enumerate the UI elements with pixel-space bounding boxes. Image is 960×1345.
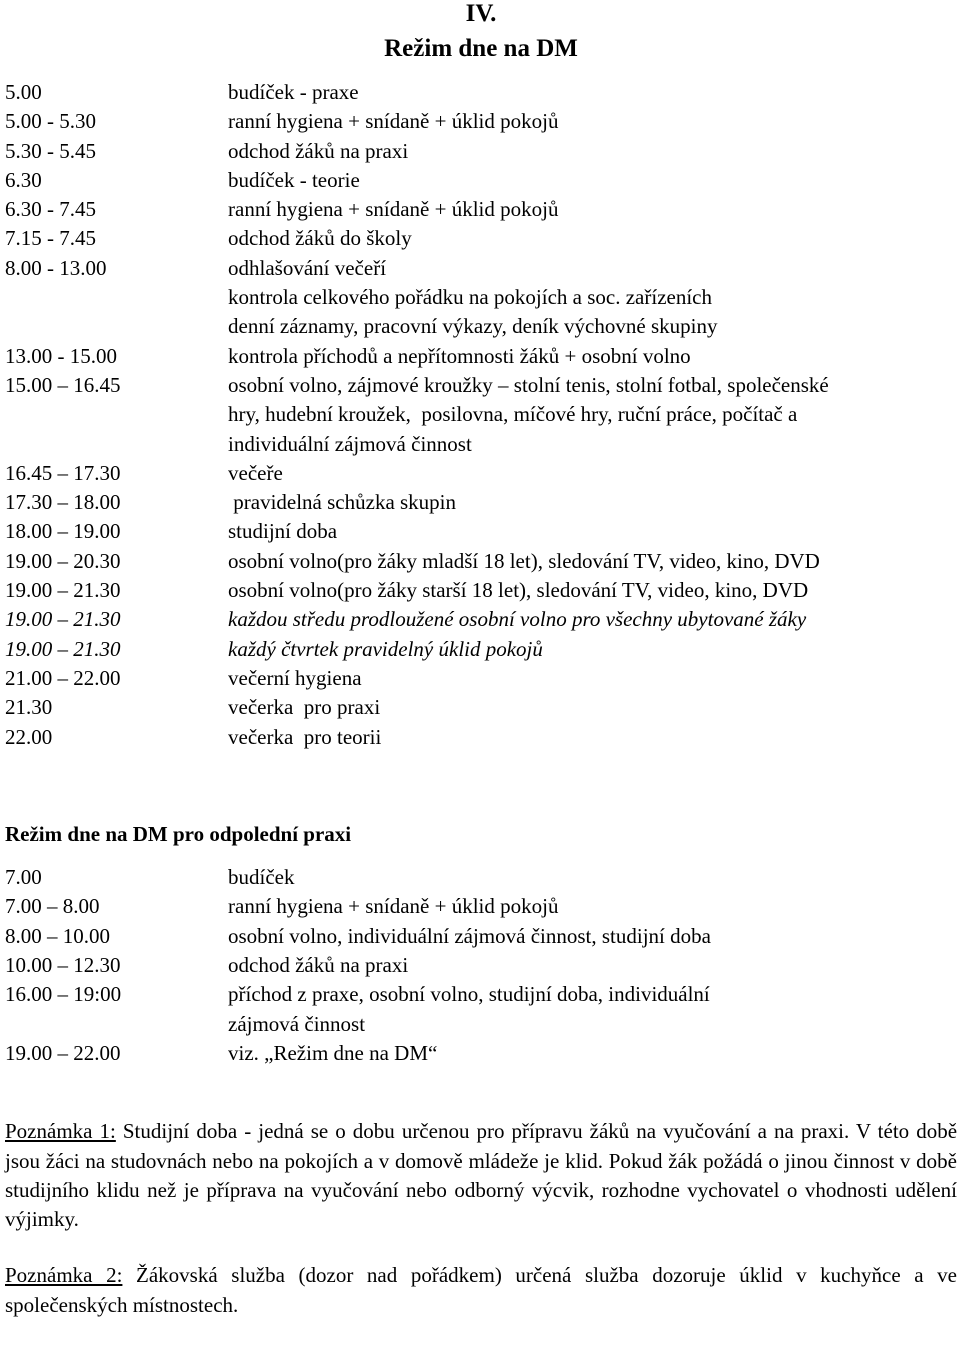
note-2	[5, 1261, 957, 1320]
schedule-row	[5, 723, 957, 752]
schedule-row	[5, 224, 957, 253]
activity-line: každou středu prodloužené osobní volno pro všechny ubytované žáky	[228, 607, 807, 632]
note-1-label: Poznámka 1:	[5, 1119, 116, 1144]
schedule-row	[5, 547, 957, 576]
activity-line: kontrola celkového pořádku na pokojích a soc. zařízeních	[228, 285, 712, 310]
schedule-activity	[228, 922, 957, 951]
schedule-activity	[228, 342, 957, 371]
activity-line: odchod žáků na praxi	[228, 138, 409, 163]
activity-line: večeře	[228, 460, 283, 485]
schedule-time: 15.00 – 16.45	[5, 372, 121, 397]
schedule-row	[5, 459, 957, 488]
schedule-time: 7.15 - 7.45	[5, 226, 96, 251]
schedule-row	[5, 107, 957, 136]
schedule-activity	[228, 488, 957, 517]
activity-line: osobní volno, zájmové kroužky – stolní tenis, stolní fotbal, společenské	[228, 372, 829, 397]
schedule-activity	[228, 980, 957, 1039]
schedule-time: 17.30 – 18.00	[5, 490, 121, 515]
document-page	[5, 0, 957, 1320]
schedule-activity	[228, 371, 957, 459]
schedule-row	[5, 1039, 957, 1068]
schedule-time: 21.00 – 22.00	[5, 665, 121, 690]
schedule-row	[5, 664, 957, 693]
activity-line: odhlašování večeří	[228, 255, 387, 280]
schedule-activity	[228, 605, 957, 634]
schedule-row	[5, 922, 957, 951]
schedule-activity	[228, 107, 957, 136]
afternoon-schedule-title: Režim dne na DM pro odpolední praxi	[5, 821, 352, 846]
schedule-row	[5, 693, 957, 722]
schedule-time: 5.30 - 5.45	[5, 138, 96, 163]
schedule-activity	[228, 723, 957, 752]
schedule-time: 8.00 – 10.00	[5, 923, 110, 948]
note-2-label: Poznámka 2:	[5, 1263, 123, 1288]
schedule-row	[5, 342, 957, 371]
schedule-activity	[228, 224, 957, 253]
schedule-activity	[228, 951, 957, 980]
schedule-time: 19.00 – 21.30	[5, 578, 121, 603]
activity-line: každý čtvrtek pravidelný úklid pokojů	[228, 636, 543, 661]
schedule-row	[5, 371, 957, 459]
header	[5, 0, 957, 66]
activity-line: pravidelná schůzka skupin	[228, 490, 457, 515]
schedule-row	[5, 137, 957, 166]
schedule-time: 6.30	[5, 167, 42, 192]
schedule-activity	[228, 517, 957, 546]
activity-line: večerka pro teorii	[228, 724, 382, 749]
schedule-time: 13.00 - 15.00	[5, 343, 117, 368]
schedule-time: 19.00 – 22.00	[5, 1040, 121, 1065]
schedule-row	[5, 605, 957, 634]
activity-line: příchod z praxe, osobní volno, studijní doba, individuální	[228, 982, 710, 1007]
schedule-activity	[228, 892, 957, 921]
schedule-time: 16.00 – 19:00	[5, 982, 122, 1007]
activity-line: večerní hygiena	[228, 665, 362, 690]
activity-line: budíček - teorie	[228, 167, 360, 192]
activity-line: ranní hygiena + snídaně + úklid pokojů	[228, 197, 559, 222]
note-1-text: Studijní doba - jedná se o dobu určenou pro přípravu žáků na vyučování a na praxi. V této době jsou žáci na studovnách nebo na pokojích a v domově mládeže je klid. Pokud žák požádá o jinou činnost v době studijního klidu než je příprava na vyučování nebo odborný výcvik, rozhodne vychovatel o vhodnosti udělení výjimky.	[5, 1119, 958, 1232]
schedule-activity	[228, 166, 957, 195]
schedule-time: 19.00 – 21.30	[5, 607, 121, 632]
schedule-activity	[228, 78, 957, 107]
schedule-row	[5, 166, 957, 195]
schedule-time: 10.00 – 12.30	[5, 953, 121, 978]
schedule-row	[5, 635, 957, 664]
activity-line: večerka pro praxi	[228, 695, 381, 720]
activity-line: hry, hudební kroužek, posilovna, míčové hry, ruční práce, počítač a	[228, 402, 798, 427]
activity-line: ranní hygiena + snídaně + úklid pokojů	[228, 894, 559, 919]
schedule-time: 6.30 - 7.45	[5, 197, 96, 222]
page-title: Režim dne na DM	[384, 35, 578, 62]
schedule-activity	[228, 1039, 957, 1068]
activity-line: viz. „Režim dne na DM“	[228, 1040, 438, 1065]
activity-line: osobní volno(pro žáky starší 18 let), sledování TV, video, kino, DVD	[228, 578, 809, 603]
section-number: IV.	[465, 0, 497, 27]
schedule-activity	[228, 664, 957, 693]
schedule-row	[5, 78, 957, 107]
activity-line: osobní volno, individuální zájmová činnost, studijní doba	[228, 923, 711, 948]
schedule-time: 7.00 – 8.00	[5, 894, 100, 919]
schedule-activity	[228, 195, 957, 224]
schedule-activity	[228, 137, 957, 166]
activity-line: zájmová činnost	[228, 1011, 366, 1036]
schedule-time: 22.00	[5, 724, 53, 749]
schedule-time: 18.00 – 19.00	[5, 519, 121, 544]
schedule-time: 5.00	[5, 80, 42, 104]
activity-line: denní záznamy, pracovní výkazy, deník výchovné skupiny	[228, 314, 718, 339]
activity-line: odchod žáků do školy	[228, 226, 412, 251]
schedule-time: 7.00	[5, 865, 42, 890]
schedule-activity	[228, 863, 957, 892]
schedule-activity	[228, 547, 957, 576]
schedule-time: 8.00 - 13.00	[5, 255, 107, 280]
activity-line: ranní hygiena + snídaně + úklid pokojů	[228, 109, 559, 134]
activity-line: odchod žáků na praxi	[228, 953, 409, 978]
afternoon-schedule	[5, 863, 957, 1068]
activity-line: budíček	[228, 865, 295, 890]
schedule-activity	[228, 635, 957, 664]
schedule-activity	[228, 576, 957, 605]
schedule-time: 16.45 – 17.30	[5, 460, 121, 485]
activity-line: kontrola příchodů a nepřítomnosti žáků + osobní volno	[228, 343, 691, 368]
schedule-time: 19.00 – 21.30	[5, 636, 121, 661]
activity-line: osobní volno(pro žáky mladší 18 let), sledování TV, video, kino, DVD	[228, 548, 820, 573]
schedule-row	[5, 576, 957, 605]
schedule-row	[5, 517, 957, 546]
schedule-row	[5, 892, 957, 921]
schedule-row	[5, 863, 957, 892]
note-1	[5, 1117, 957, 1234]
note-2-text: Žákovská služba (dozor nad pořádkem) určená služba dozoruje úklid v kuchyňce a ve společenských místnostech.	[5, 1263, 957, 1317]
activity-line: individuální zájmová činnost	[228, 431, 472, 456]
schedule-time: 19.00 – 20.30	[5, 548, 121, 573]
schedule-row	[5, 254, 957, 342]
schedule-activity	[228, 459, 957, 488]
schedule-activity	[228, 693, 957, 722]
daily-schedule	[5, 78, 957, 752]
schedule-row	[5, 488, 957, 517]
schedule-row	[5, 980, 957, 1039]
schedule-time: 5.00 - 5.30	[5, 109, 96, 134]
schedule-row	[5, 951, 957, 980]
schedule-row	[5, 195, 957, 224]
schedule-time: 21.30	[5, 695, 53, 720]
schedule-activity	[228, 254, 957, 342]
activity-line: budíček - praxe	[228, 80, 359, 104]
activity-line: studijní doba	[228, 519, 338, 544]
